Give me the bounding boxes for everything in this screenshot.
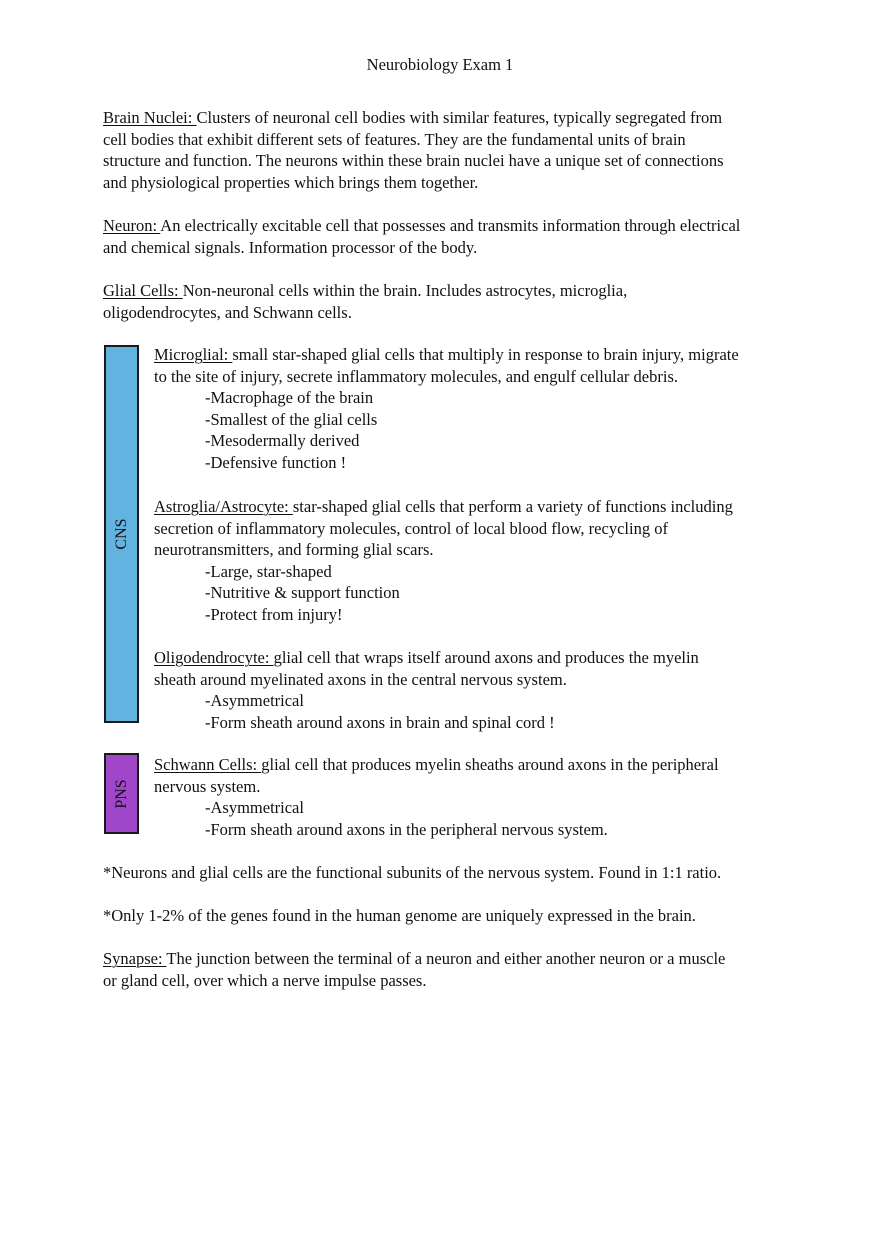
definition-text: glial cell that produces myelin sheaths around axons in the peripheral	[261, 755, 719, 774]
definition-line	[103, 215, 740, 237]
note-neurons-glia-ratio: *Neurons and glial cells are the functional subunits of the nervous system. Found in 1:1 ratio.	[103, 863, 722, 882]
definition-line: neurotransmitters, and forming glial scars.	[154, 540, 434, 560]
term-astroglia: Astroglia/Astrocyte:	[154, 497, 293, 516]
pns-label: PNS	[112, 778, 130, 809]
term-microglial: Microglial:	[154, 345, 233, 364]
definition-oligodendrocyte	[154, 647, 699, 733]
bullet-item: -Form sheath around axons in the peripheral nervous system.	[205, 819, 608, 839]
definition-text: small star-shaped glial cells that multiply in response to brain injury, migrate	[232, 345, 739, 364]
term-neuron: Neuron:	[103, 216, 161, 235]
bullet-item: -Asymmetrical	[205, 691, 304, 711]
definition-text: An electrically excitable cell that possesses and transmits information through electrical	[160, 216, 741, 235]
bullet-item: -Smallest of the glial cells	[205, 409, 378, 429]
definition-line: structure and function. The neurons within these brain nuclei have a unique set of connections	[103, 151, 724, 171]
term-oligodendrocyte: Oligodendrocyte:	[154, 648, 274, 667]
definition-brain-nuclei	[103, 107, 724, 193]
note-genome-expression: *Only 1-2% of the genes found in the human genome are uniquely expressed in the brain.	[103, 906, 696, 925]
definition-line	[103, 107, 724, 129]
definition-line	[154, 754, 719, 776]
definition-neuron	[103, 215, 740, 258]
definition-line: sheath around myelinated axons in the central nervous system.	[154, 669, 567, 689]
definition-synapse	[103, 948, 725, 991]
definition-line	[103, 948, 725, 970]
definition-line: and physiological properties which brings them together.	[103, 172, 479, 192]
definition-microglial	[154, 344, 739, 474]
term-glial-cells: Glial Cells:	[103, 281, 183, 300]
definition-line	[154, 647, 699, 669]
bullet-item: -Protect from injury!	[205, 604, 343, 624]
definition-line	[154, 496, 733, 518]
definition-line	[103, 280, 627, 302]
bullet-item: -Macrophage of the brain	[205, 388, 374, 408]
definition-text: Clusters of neuronal cell bodies with similar features, typically segregated from	[196, 108, 723, 127]
cns-bracket-bar	[104, 345, 139, 723]
bullet-item: -Asymmetrical	[205, 798, 304, 818]
definition-text: glial cell that wraps itself around axons and produces the myelin	[273, 648, 699, 667]
definition-line: nervous system.	[154, 776, 261, 796]
definition-glial-cells	[103, 280, 627, 323]
cns-label: CNS	[112, 518, 130, 550]
definition-line: oligodendrocytes, and Schwann cells.	[103, 302, 352, 322]
definition-line: and chemical signals. Information processor of the body.	[103, 237, 478, 257]
bullet-item: -Nutritive & support function	[205, 583, 400, 603]
definition-line: secretion of inflammatory molecules, control of local blood flow, recycling of	[154, 518, 668, 538]
definition-astroglia	[154, 496, 733, 626]
definition-line: to the site of injury, secrete inflammatory molecules, and engulf cellular debris.	[154, 366, 679, 386]
page-title: Neurobiology Exam 1	[366, 55, 514, 74]
pns-bracket-bar	[104, 753, 139, 834]
definition-schwann-cells	[154, 754, 719, 840]
term-brain-nuclei: Brain Nuclei:	[103, 108, 197, 127]
definition-line	[154, 344, 739, 366]
definition-text: The junction between the terminal of a neuron and either another neuron or a muscle	[166, 949, 726, 968]
bullet-item: -Mesodermally derived	[205, 431, 360, 451]
bullet-item: -Form sheath around axons in brain and spinal cord !	[205, 712, 555, 732]
bullet-item: -Large, star-shaped	[205, 561, 332, 581]
definition-line: cell bodies that exhibit different sets of features. They are the fundamental units of brain	[103, 129, 686, 149]
term-schwann-cells: Schwann Cells:	[154, 755, 262, 774]
definition-text: Non-neuronal cells within the brain. Includes astrocytes, microglia,	[182, 281, 628, 300]
definition-line: or gland cell, over which a nerve impulse passes.	[103, 970, 427, 990]
definition-text: star-shaped glial cells that perform a variety of functions including	[292, 497, 733, 516]
bullet-item: -Defensive function !	[205, 452, 347, 472]
term-synapse: Synapse:	[103, 949, 167, 968]
